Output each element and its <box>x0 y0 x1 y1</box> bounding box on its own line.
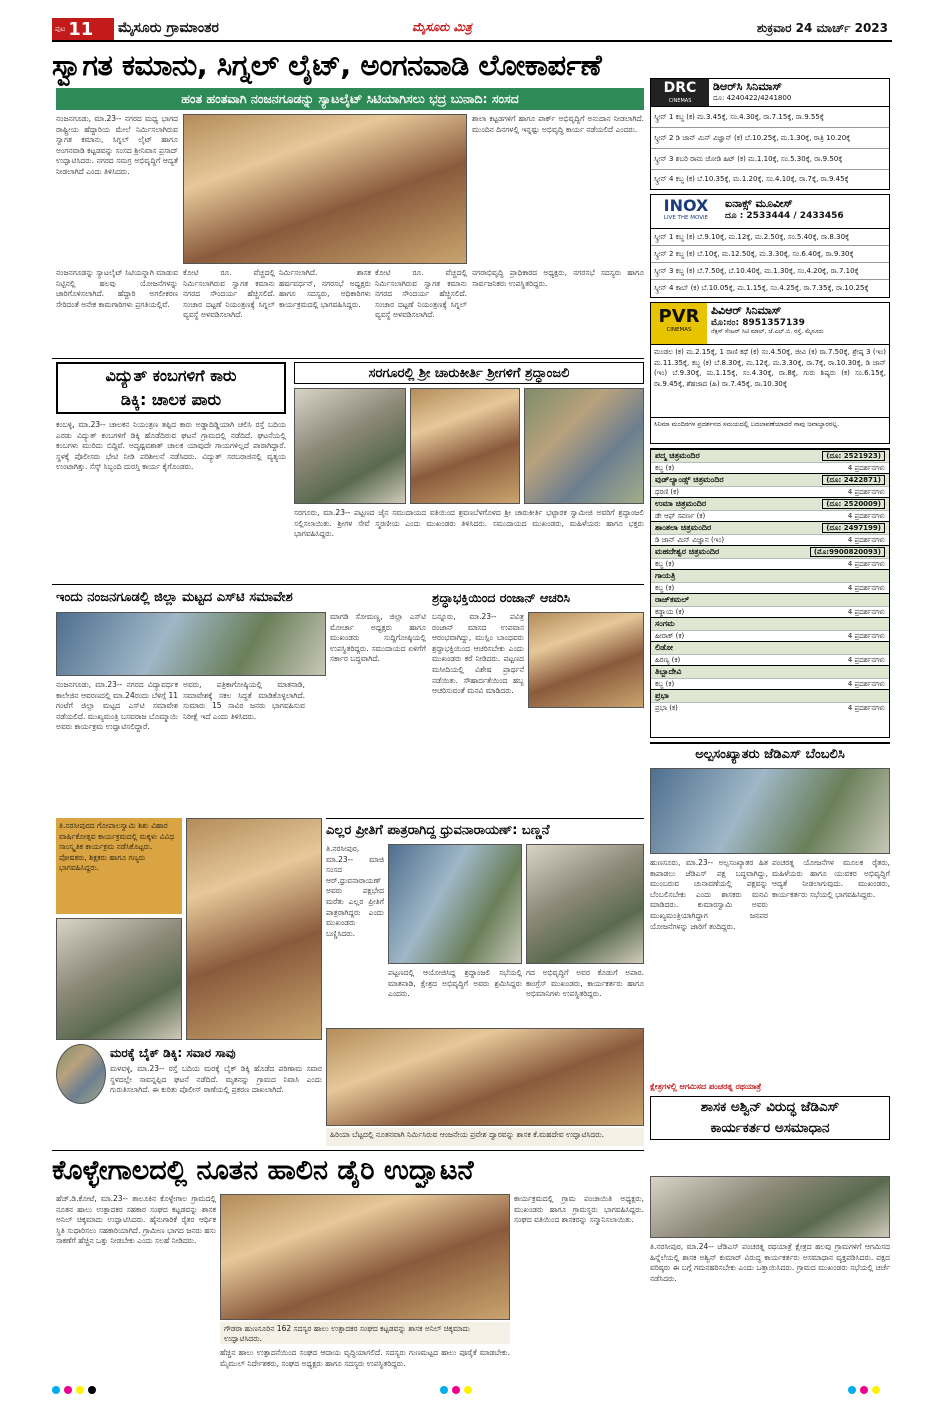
theatre-movie: ಡೇ ಆಫ್ ಸವರ್ಣ (ಕ) <box>655 512 706 520</box>
page-label: ಪುಟ <box>55 24 66 33</box>
tribute-photo-3 <box>524 388 644 504</box>
lead-col-2: ನಂಜನಗೂಡನ್ನು ಸ್ಯಾಟಲೈಟ್ ಸಿಟಿಯನ್ನಾಗಿ ಮಾಡುವ ನಿಟ್ಟಿನಲ್ಲಿ ಹಲವು ಯೋಜನೆಗಳನ್ನು ಜಾರಿಗೊಳಿಸಲಾಗಿದೆ. ಹೆದ್ದಾರಿ ಅಗಲೀಕರಣ ಸೇರಿದಂತೆ ಅನೇಕ ಕಾಮಗಾರಿಗಳು ಪ್ರಗತಿಯಲ್ಲಿವೆ. <box>56 268 178 309</box>
theatre-shows: 4 ಪ್ರದರ್ಶನಗಳು <box>847 560 885 568</box>
jds-headline: ಅಲ್ಪಸಂಖ್ಯಾತರು ಜೆಡಿಎಸ್ ಬೆಂಬಲಿಸಿ <box>650 742 890 764</box>
theatre-name-row <box>651 641 889 654</box>
theatre-show-row <box>651 486 889 497</box>
st-col-3: ಮಾಗಡಿ ಸೋಮಣ್ಣ, ಜಿಲ್ಲಾ ಎಸ್‌ಟಿ ಮೋರ್ಚಾ ಅಧ್ಯಕ್ಷರು ಹಾಗೂ ಮುಖಂಡರು ಸುದ್ದಿಗೋಷ್ಠಿಯಲ್ಲಿ ಉಪಸ್ಥಿತರಿದ್ದರು. ಸಮುದಾಯದ ಏಳಿಗೆಗೆ ಸರ್ಕಾರ ಬದ್ಧವಾಗಿದೆ. <box>330 612 426 664</box>
theatre-name-row <box>651 497 889 510</box>
divider <box>52 584 644 585</box>
dhruva-col-2: ಪಟ್ಟಣದಲ್ಲಿ ಆಯೋಜಿಸಿದ್ದ ಶ್ರದ್ಧಾಂಜಲಿ ಸಭೆಯಲ್ಲಿ ಮಾತನಾಡಿ, ಕ್ಷೇತ್ರದ ಅಭಿವೃದ್ಧಿಗೆ ಅವರು ಶ್ರಮಿಸಿದ್ದರು ಎಂದರು. <box>388 968 522 999</box>
inox-screen-2: ಸ್ಕ್ರೀನ್ 2 ಕಬ್ಜ (ಕ) ಬೆ.10ಕ್ಕೆ, ಮ.12.50ಕ್ಕೆ, ಮ.3.30ಕ್ಕೆ, ಸಂ.6.40ಕ್ಕೆ, ರಾ.9.30ಕ್ಕೆ <box>651 246 889 263</box>
theatre-shows: 4 ಪ್ರದರ್ಶನಗಳು <box>847 512 885 520</box>
gold-fest-photo-2 <box>56 918 182 1040</box>
registration-mark <box>452 1386 460 1394</box>
theatre-show-row <box>651 462 889 473</box>
theatre-shows: 4 ಪ್ರದರ್ಶನಗಳು <box>847 656 885 664</box>
tribute-photo-1 <box>294 388 406 504</box>
theatre-name: ಮಹದೇಶ್ವರ ಚಿತ್ರಮಂದಿರ <box>655 547 720 556</box>
bike-photo <box>56 1044 106 1104</box>
theatre-name: ರಾಜ್‌ಕಮಲ್ <box>655 595 690 604</box>
lead-col-4b: ಕೋಟಿ ರೂ. ವೆಚ್ಚದಲ್ಲಿ ನಿರ್ಮಿಸಲಾಗಿರುವ ಸ್ವಾಗತ ಕಮಾನು ನಗರದ ಸೌಂದರ್ಯ ಹೆಚ್ಚಿಸಲಿದೆ. ಸಂಚಾರ ದಟ್ಟಣೆ ನಿಯಂತ್ರಣಕ್ಕೆ ಸಿಗ್ನಲ್ ವ್ಯವಸ್ಥೆ ಅಳವಡಿಸಲಾಗಿದೆ. <box>375 268 467 320</box>
theatre-shows: 4 ಪ್ರದರ್ಶನಗಳು <box>847 680 885 688</box>
jds-col-1: ಹುಣಸೂರು, ಮಾ.23-- ಅಲ್ಪಸಂಖ್ಯಾತರ ಹಿತ ಕಾಪಾಡಲು ಜೆಡಿಎಸ್ ಪಕ್ಷ ಬದ್ಧವಾಗಿದ್ದು, ಮುಂಬರುವ ಚುನಾವಣೆಯಲ್ಲಿ ಪಕ್ಷವನ್ನು ಬೆಂಬಲಿಸಬೇಕು ಎಂದು ಶಾಸಕರು ಮನವಿ ಮಾಡಿದರು. ಕುಮಾರಸ್ವಾಮಿ ಅವರು ಮುಖ್ಯಮಂತ್ರಿಯಾಗಿದ್ದಾಗ ಜನಪರ ಯೋಜನೆಗಳನ್ನು ಜಾರಿಗೆ ತಂದಿದ್ದರು. <box>650 858 768 931</box>
registration-mark <box>52 1386 60 1394</box>
jds-photo <box>650 768 890 854</box>
st-col-2: ಅವರು, ಪತ್ರಿಕಾಗೋಷ್ಠಿಯಲ್ಲಿ ಮಾತನಾಡಿ, ಸಮಾವೇಶಕ್ಕೆ ಸಕಲ ಸಿದ್ಧತೆ ಮಾಡಿಕೊಳ್ಳಲಾಗಿದೆ. ಸುಮಾರು 15 ಸಾವಿರ ಜನರು ಭಾಗವಹಿಸುವ ನಿರೀಕ್ಷೆ ಇದೆ ಎಂದು ತಿಳಿಸಿದರು. <box>183 680 305 721</box>
pvr-address: ನೆಕ್ಸಸ್ ಸೆಂಟರ್ ಸಿಟಿ ಮಾಲ್, ಜೆ.ಎಲ್.ಬಿ. ರಸ್ತೆ, ಮೈಸೂರು <box>711 328 824 335</box>
lead-col-1: ನಂಜನಗೂಡು, ಮಾ.23-- ನಗರದ ಮಧ್ಯ ಭಾಗದ ರಾಷ್ಟ್ರೀಯ ಹೆದ್ದಾರಿಯ ಮೇಲೆ ನಿರ್ಮಿಸಲಾಗಿರುವ ಸ್ವಾಗತ ಕಮಾನು, ಸಿಗ್ನಲ್ ಲೈಟ್ ಹಾಗೂ ಅಂಗನವಾಡಿ ಕಟ್ಟಡವನ್ನು ಸಂಸದ ಶ್ರೀನಿವಾಸ ಪ್ರಸಾದ್ ಉದ್ಘಾಟಿಸಿದರು. ನಗರದ ಸಮಗ್ರ ಅಭಿವೃದ್ಧಿಗೆ ಆದ್ಯತೆ ನೀಡಲಾಗಿದೆ ಎಂದು ತಿಳಿಸಿದರು. <box>56 114 178 176</box>
theatre-shows: 4 ಪ್ರದರ್ಶನಗಳು <box>847 632 885 640</box>
theatre-show-row <box>651 534 889 545</box>
theatre-phone: (ದೂ: 2521923) <box>822 451 885 461</box>
divider <box>52 1150 644 1151</box>
dhruva-photo-2 <box>526 844 644 964</box>
dissent-headline-2: ಕಾರ್ಯಕರ್ತರ ಅಸಮಾಧಾನ <box>710 1120 830 1136</box>
masthead-logo: ಮೈಸೂರು ಮಿತ್ರ <box>412 20 472 34</box>
theatre-movie: ಧರಣಿ (ಕ) <box>655 488 680 496</box>
registration-mark <box>64 1386 72 1394</box>
ramzan-photo <box>528 612 644 708</box>
theatre-name: ತಿಬ್ಬಾದೇವಿ <box>655 667 682 676</box>
theatre-show-row <box>651 702 889 713</box>
theatre-phone: (ಮೊ:9900820093) <box>810 547 885 557</box>
inox-logo <box>651 195 721 228</box>
theatre-show-row <box>651 678 889 689</box>
registration-mark <box>860 1386 868 1394</box>
theatre-name: ಪ್ರಭಾ <box>655 691 669 700</box>
dairy-photo <box>220 1194 510 1320</box>
electric-headline-1: ವಿದ್ಯುತ್ ಕಂಬಗಳಿಗೆ ಕಾರು <box>105 366 237 385</box>
theatre-movie: ಕಬ್ಜ (ಕ) <box>655 560 675 568</box>
registration-mark <box>440 1386 448 1394</box>
registration-mark <box>464 1386 472 1394</box>
gold-fest-photo <box>186 818 322 1040</box>
jds-col-2: ಪಂಚರತ್ನ ಯೋಜನೆಗಳ ಮೂಲಕ ರೈತರು, ಮಹಿಳೆಯರು ಹಾಗೂ ಯುವಕರ ಅಭಿವೃದ್ಧಿಗೆ ಆದ್ಯತೆ ನೀಡಲಾಗುವುದು. ಮುಖಂಡರು, ಕಾರ್ಯಕರ್ತರು ಸಭೆಯಲ್ಲಿ ಭಾಗವಹಿಸಿದ್ದರು. <box>772 858 890 899</box>
theatre-name: ಶಾಂತಲಾ ಚಿತ್ರಮಂದಿರ <box>655 523 712 532</box>
page-header <box>52 18 892 42</box>
page-number-box <box>52 18 114 40</box>
dhruva-headline: ಎಲ್ಲರ ಪ್ರೀತಿಗೆ ಪಾತ್ರರಾಗಿದ್ದ ಧ್ರುವನಾರಾಯಣ್: ಬಣ್ಣನೆ <box>326 823 550 838</box>
divider <box>52 358 644 359</box>
theatre-name-row <box>651 689 889 702</box>
theatre-name-row <box>651 617 889 630</box>
electric-body: ಕಂಬಳ್ಳಿ, ಮಾ.23-- ಚಾಲಕನ ನಿಯಂತ್ರಣ ತಪ್ಪಿದ ಕಾರು ಅಡ್ಡಾದಿಡ್ಡಿಯಾಗಿ ಚಲಿಸಿ ರಸ್ತೆ ಬದಿಯ ಎರಡು ವಿದ್ಯುತ್ ಕಂಬಗಳಿಗೆ ಡಿಕ್ಕಿ ಹೊಡೆದಿರುವ ಘಟನೆ ಗ್ರಾಮದಲ್ಲಿ ನಡೆದಿದೆ. ಘಟನೆಯಲ್ಲಿ ಕಂಬಗಳು ಮುರಿದು ಬಿದ್ದಿವೆ. ಅದೃಷ್ಟವಶಾತ್ ಚಾಲಕ ಯಾವುದೇ ಗಾಯಗಳಿಲ್ಲದೆ ಪಾರಾಗಿದ್ದಾರೆ. ಸ್ಥಳಕ್ಕೆ ಪೊಲೀಸರು ಭೇಟಿ ನೀಡಿ ಪರಿಶೀಲನೆ ನಡೆಸಿದರು. ವಿದ್ಯುತ್ ಸರಬರಾಜಿನಲ್ಲಿ ವ್ಯತ್ಯಯ ಉಂಟಾಗಿತ್ತು. ಸೆಸ್ಕ್ ಸಿಬ್ಬಂದಿ ದುರಸ್ತಿ ಕಾರ್ಯ ಕೈಗೊಂಡರು. <box>56 420 286 472</box>
registration-mark <box>88 1386 96 1394</box>
theatre-movie: ಪ್ರಭಾ (ಕ) <box>655 704 678 712</box>
theatre-movie: ಕಬ್ಜ (ಕ) <box>655 464 675 472</box>
lead-col-5: ಶಾಲಾ ಕಟ್ಟಡಗಳಿಗೆ ಹಾಗೂ ಪಾರ್ಕ್ ಅಭಿವೃದ್ಧಿಗೆ ಅನುದಾನ ನೀಡಲಾಗಿದೆ. ಮುಂದಿನ ದಿನಗಳಲ್ಲಿ ಇನ್ನಷ್ಟು ಅಭಿವೃದ್ಧಿ ಕಾರ್ಯ ನಡೆಯಲಿದೆ ಎಂದರು. <box>472 114 644 134</box>
theatre-name-row <box>651 473 889 486</box>
tribute-photo-2 <box>410 388 520 504</box>
lead-headline: ಸ್ವಾಗತ ಕಮಾನು, ಸಿಗ್ನಲ್ ಲೈಟ್, ಅಂಗನವಾಡಿ ಲೋಕಾರ್ಪಣೆ <box>52 48 602 82</box>
dhruva-photo-1 <box>388 844 522 964</box>
theatre-show-row <box>651 510 889 521</box>
theatre-movie: ಕಬ್ಜ (ಕ) <box>655 680 675 688</box>
theatre-shows: 4 ಪ್ರದರ್ಶನಗಳು <box>847 608 885 616</box>
st-headline: ಇಂದು ನಂಜನಗೂಡಲ್ಲಿ ಜಿಲ್ಲಾ ಮಟ್ಟದ ಎಸ್‌ಟಿ ಸಮಾವೇಶ <box>56 590 293 605</box>
dissent-photo <box>650 1176 890 1238</box>
theatre-name-row <box>651 665 889 678</box>
theatre-name: ವುಡ್‌ಲ್ಯಾಂಡ್ಸ್ ಚಿತ್ರಮಂದಿರ <box>655 475 724 484</box>
theatre-show-row <box>651 606 889 617</box>
inox-logo-sub: LIVE THE MOVIE <box>663 215 709 221</box>
shop-photo <box>326 1028 644 1126</box>
inox-screen-4: ಸ್ಕ್ರೀನ್ 4 ಕಾಬ್ (ಕ) ಬೆ.10.05ಕ್ಕೆ, ಮ.1.15ಕ್ಕೆ, ಸಂ.4.25ಕ್ಕೆ, ರಾ.7.35ಕ್ಕೆ, ರಾ.10.25ಕ್ಕೆ <box>654 284 869 292</box>
drc-logo <box>651 79 709 106</box>
theatre-name: ಉಮಾ ಚಿತ್ರಮಂದಿರ <box>655 499 707 508</box>
pvr-phone: ಮೊ:ನಂ: 8951357139 <box>711 318 805 328</box>
dairy-col-3: ಕಾರ್ಯಕ್ರಮದಲ್ಲಿ ಗ್ರಾಮ ಪಂಚಾಯಿತಿ ಅಧ್ಯಕ್ಷರು, ಮುಖಂಡರು ಹಾಗೂ ಗ್ರಾಮಸ್ಥರು ಭಾಗವಹಿಸಿದ್ದರು. ಸಂಘದ ವತಿಯಿಂದ ಶಾಸಕರನ್ನು ಸನ್ಮಾನಿಸಲಾಯಿತು. <box>514 1194 644 1225</box>
lead-photo <box>183 114 467 264</box>
inox-phone: ದೂ : 2533444 / 2433456 <box>725 211 844 221</box>
issue-date: ಶುಕ್ರವಾರ 24 ಮಾರ್ಚ್ 2023 <box>756 21 888 35</box>
ramzan-body: ಬನ್ನೂರು, ಮಾ.23-- ಪವಿತ್ರ ರಂಜಾನ್ ಮಾಸದ ಉಪವಾಸ ಆರಂಭವಾಗಿದ್ದು, ಮುಸ್ಲಿಂ ಬಾಂಧವರು ಶ್ರದ್ಧಾಭಕ್ತಿಯಿಂದ ಆಚರಿಸಬೇಕು ಎಂದು ಮುಖಂಡರು ಕರೆ ನೀಡಿದರು. ಪಟ್ಟಣದ ಮಸೀದಿಯಲ್ಲಿ ವಿಶೇಷ ಪ್ರಾರ್ಥನೆ ನಡೆಯಿತು. ಸೌಹಾರ್ದತೆಯಿಂದ ಹಬ್ಬ ಆಚರಿಸುವಂತೆ ಮನವಿ ಮಾಡಿದರು. <box>432 612 524 696</box>
registration-mark <box>76 1386 84 1394</box>
pvr-logo <box>651 303 707 344</box>
pvr-block <box>650 302 890 444</box>
pvr-logo-text: PVR <box>658 306 700 327</box>
drc-screen-4: ಸ್ಕ್ರೀನ್ 4 ಕಬ್ಜ (ಕ) ಬೆ.10.35ಕ್ಕೆ, ಮ.1.20ಕ್ಕೆ, ಸಂ.4.10ಕ್ಕೆ, ರಾ.7ಕ್ಕೆ, ರಾ.9.45ಕ್ಕೆ <box>654 175 849 183</box>
theatre-movie: ಕಬ್ಜ (ಕ) <box>655 584 675 592</box>
drc-screen-1: ಸ್ಕ್ರೀನ್ 1 ಕಬ್ಜ (ಕ) ಮ.3.45ಕ್ಕೆ, ಸಂ.4.30ಕ್ಕೆ, ರಾ.7.15ಕ್ಕೆ, ರಾ.9.55ಕ್ಕೆ <box>651 107 889 128</box>
drc-name: ಡಿಆರ್‌ಸಿ ಸಿನಿಮಾಸ್ <box>713 80 782 93</box>
theatre-show-row <box>651 630 889 641</box>
theatre-name: ಗಾಯತ್ರಿ <box>655 571 676 580</box>
inox-logo-text: INOX <box>663 196 709 215</box>
lead-subhead: ಹಂತ ಹಂತವಾಗಿ ನಂಜನಗೂಡನ್ನು ಸ್ಯಾಟಲೈಟ್ ಸಿಟಿಯಾಗಿಸಲು ಭದ್ರ ಬುನಾದಿ: ಸಂಸದ <box>56 88 644 110</box>
dairy-col-1: ಹೆಚ್.ಡಿ.ಕೋಟೆ, ಮಾ.23-- ತಾಲೂಕಿನ ಕೊಳ್ಳೇಗಾಲ ಗ್ರಾಮದಲ್ಲಿ ನೂತನ ಹಾಲು ಉತ್ಪಾದಕರ ಸಹಕಾರ ಸಂಘದ ಕಟ್ಟಡವನ್ನು ಶಾಸಕ ಅನಿಲ್ ಚಿಕ್ಕಮಾದು ಉದ್ಘಾಟಿಸಿದರು. ಹೈನುಗಾರಿಕೆ ರೈತರ ಆರ್ಥಿಕ ಸ್ಥಿತಿ ಸುಧಾರಿಸಲು ಸಹಕಾರಿಯಾಗಿದೆ. ಗ್ರಾಮೀಣ ಭಾಗದ ಜನರು ಹಸು ಸಾಕಣೆಗೆ ಹೆಚ್ಚಿನ ಒತ್ತು ನೀಡಬೇಕು ಎಂದು ಸಲಹೆ ನೀಡಿದರು. <box>56 1194 216 1246</box>
dissent-headline-1: ಶಾಸಕ ಅಶ್ವಿನ್ ವಿರುದ್ಧ ಜೆಡಿಎಸ್ <box>700 1099 840 1115</box>
electric-headline-box <box>56 362 286 414</box>
theatre-movie: ಡಿ ಜಾನ್ ಮಿನ್ ವಿಜ್ಞಾನ (ಇಂ) <box>655 536 725 544</box>
theatre-name: ಸಂಗಮ <box>655 619 675 628</box>
theatre-name-row <box>651 593 889 606</box>
registration-mark <box>848 1386 856 1394</box>
page-number: 11 <box>68 18 94 40</box>
st-photo <box>56 612 326 676</box>
theatre-phone: (ದೂ: 2422871) <box>822 475 885 485</box>
inox-screen-3: ಸ್ಕ್ರೀನ್ 3 ಕಬ್ಜ (ಕ) ಬೆ.7.50ಕ್ಕೆ, ಬೆ.10.40ಕ್ಕೆ, ಮ.1.30ಕ್ಕೆ, ಸಂ.4.20ಕ್ಕೆ, ರಾ.7.10ಕ್ಕೆ <box>651 263 889 280</box>
theatre-name: ಪದ್ಮ ಚಿತ್ರಮಂದಿರ <box>655 451 700 460</box>
theatre-movie: ಹಿರಣ್ಯ (ಕ) <box>655 656 681 664</box>
theatre-name-row <box>651 521 889 534</box>
drc-logo-text: DRC <box>663 80 697 96</box>
theatre-name-row <box>651 449 889 462</box>
theatre-phone: (ದೂ: 2520009) <box>822 499 885 509</box>
theatre-shows: 4 ಪ್ರದರ್ಶನಗಳು <box>847 704 885 712</box>
inox-block <box>650 194 890 298</box>
tribute-headline: ಸರಗೂರಲ್ಲಿ ಶ್ರೀ ಚಾರುಕೀರ್ತಿ ಶ್ರೀಗಳಿಗೆ ಶ್ರದ್ಧಾಂಜಲಿ <box>294 362 644 384</box>
dissent-tag: ಕ್ಷೇತ್ರಗಳಲ್ಲಿ ಆಗಮಿಸದ ಪಂಚರತ್ನ ರಥಯಾತ್ರೆ <box>650 1082 762 1091</box>
pvr-shows: ಮಂಡಲ (ಕ) ಮ.2.15ಕ್ಕೆ, 1 ರಾಣಿ ಕಥೆ (ಕ) ಸಂ.4.50ಕ್ಕೆ, ಜೀವಿ (ಕ) ರಾ.7.50ಕ್ಕೆ, ಶ್ರೇಷ್ಠ 3 (ಇಂ) ಮ.11.35ಕ್ಕೆ, ಕಬ್ಜ (ಕ) ಬೆ.8.30ಕ್ಕೆ, ಮ.12ಕ್ಕೆ, ಮ.3.30ಕ್ಕೆ, ರಾ.7ಕ್ಕೆ, ರಾ.10.30ಕ್ಕೆ, ಡಿ ಜಾನ್ (ಇಂ) ಬೆ.9.30ಕ್ಕೆ, ಮ.1.15ಕ್ಕೆ, ಸಂ.4.30ಕ್ಕೆ, ರಾ.8ಕ್ಕೆ, ಗುರು ಶಿಷ್ಯರು (ಕ) ಸಂ.6.15ಕ್ಕೆ, ರಾ.9.45ಕ್ಕೆ, ಶೆಹಜಾದ (ಹಿ) ರಾ.7.45ಕ್ಕೆ, ರಾ.10.30ಕ್ಕೆ <box>654 348 886 388</box>
theatre-movie: ಹೀರಾಕ್ (ಕ) <box>655 632 685 640</box>
theatre-name-row <box>651 569 889 582</box>
theatre-listings <box>650 448 890 738</box>
theatre-show-row <box>651 654 889 665</box>
st-col-1: ನಂಜನಗೂಡು, ಮಾ.23-- ನಗರದ ವಿದ್ಯಾವರ್ಧಕ ಕಾಲೇಜಿನ ಆವರಣದಲ್ಲಿ ಮಾ.24ರಂದು ಬೆಳಿಗ್ಗೆ 11 ಗಂಟೆಗೆ ಜಿಲ್ಲಾ ಮಟ್ಟದ ಎಸ್‌ಟಿ ಸಮಾವೇಶ ನಡೆಯಲಿದೆ. ಮುಖ್ಯಮಂತ್ರಿ ಬಸವರಾಜ ಬೊಮ್ಮಾಯಿ ಅವರು ಕಾರ್ಯಕ್ರಮ ಉದ್ಘಾಟಿಸಲಿದ್ದಾರೆ. <box>56 680 178 732</box>
electric-headline-2: ಡಿಕ್ಕಿ: ಚಾಲಕ ಪಾರು <box>120 390 222 409</box>
ramzan-headline: ಶ್ರದ್ಧಾಭಕ್ತಿಯಿಂದ ರಂಜಾನ್ ಆಚರಿಸಿ <box>432 590 571 605</box>
dairy-caption: ಗೌಡರಾ ಹುಣಸೂರಿನ 162 ಸದಸ್ಯರ ಹಾಲು ಉತ್ಪಾದಕರ ಸಂಘದ ಕಟ್ಟಡವನ್ನು ಶಾಸಕ ಅನಿಲ್ ಚಿಕ್ಕಮಾದು ಉದ್ಘಾಟಿಸಿದರು. <box>220 1322 510 1344</box>
theatre-shows: 4 ಪ್ರದರ್ಶನಗಳು <box>847 464 885 472</box>
pvr-logo-sub: CINEMAS <box>666 327 692 333</box>
dhruva-col-1: ತಿ.ನರಸೀಪುರ, ಮಾ.23-- ಮಾಜಿ ಸಂಸದ ಆರ್.ಧ್ರುವನಾರಾಯಣ್ ಅವರು ಪಕ್ಷಭೇದ ಮರೆತು ಎಲ್ಲರ ಪ್ರೀತಿಗೆ ಪಾತ್ರರಾಗಿದ್ದರು ಎಂದು ಮುಖಂಡರು ಬಣ್ಣಿಸಿದರು. <box>326 844 384 938</box>
dairy-col-2: ಹೆಚ್ಚಿನ ಹಾಲು ಉತ್ಪಾದನೆಯಿಂದ ಸಂಘದ ಆದಾಯ ವೃದ್ಧಿಯಾಗಲಿದೆ. ಸದಸ್ಯರು ಗುಣಮಟ್ಟದ ಹಾಲು ಪೂರೈಕೆ ಮಾಡಬೇಕು. ಮೈಮುಲ್ ನಿರ್ದೇಶಕರು, ಸಂಘದ ಅಧ್ಯಕ್ಷರು ಹಾಗೂ ಸದಸ್ಯರು ಉಪಸ್ಥಿತರಿದ್ದರು. <box>220 1348 510 1368</box>
registration-mark <box>872 1386 880 1394</box>
theatre-shows: 4 ಪ್ರದರ್ಶನಗಳು <box>847 488 885 496</box>
drc-phone: ದೂ: 4240422/4241800 <box>713 94 792 102</box>
tribute-body: ಸರಗೂರು, ಮಾ.23-- ಪಟ್ಟಣದ ಜೈನ ಸಮುದಾಯದ ವತಿಯಿಂದ ಶ್ರವಣಬೆಳಗೊಳದ ಶ್ರೀ ಚಾರುಕೀರ್ತಿ ಭಟ್ಟಾರಕ ಸ್ವಾಮೀಜಿ ಅವರಿಗೆ ಶ್ರದ್ಧಾಂಜಲಿ ಸಲ್ಲಿಸಲಾಯಿತು. ಶ್ರೀಗಳ ಸೇವೆ ಸ್ಮರಣೀಯ ಎಂದು ಮುಖಂಡರು ತಿಳಿಸಿದರು. ಸಮುದಾಯದ ಮುಖಂಡರು, ಮಹಿಳೆಯರು ಹಾಗೂ ಭಕ್ತರು ಭಾಗವಹಿಸಿದ್ದರು. <box>294 508 644 539</box>
theatre-shows: 4 ಪ್ರದರ್ಶನಗಳು <box>847 536 885 544</box>
lead-col-3: ಕೋಟಿ ರೂ. ವೆಚ್ಚದಲ್ಲಿ ನಿರ್ಮಿಸಲಾಗಿರುವ ಸ್ವಾಗತ ಕಮಾನು ನಗರದ ಸೌಂದರ್ಯ ಹೆಚ್ಚಿಸಲಿದೆ. ಸಂಚಾರ ದಟ್ಟಣೆ ನಿಯಂತ್ರಣಕ್ಕೆ ಸಿಗ್ನಲ್ ವ್ಯವಸ್ಥೆ ಅಳವಡಿಸಲಾಗಿದೆ. <box>183 268 275 320</box>
drc-screen-2: ಸ್ಕ್ರೀನ್ 2 ಡಿ ಜಾನ್ ಮಿನ್ ವಿಜ್ಞಾನ್ (ಕ) ಬೆ.10.25ಕ್ಕೆ, ಮ.1.30ಕ್ಕೆ, ರಾತ್ರಿ 10.20ಕ್ಕೆ <box>651 128 889 149</box>
pvr-name: ಪಿವಿಆರ್ ಸಿನಿಮಾಸ್ <box>711 304 782 317</box>
theatre-shows: 4 ಪ್ರದರ್ಶನಗಳು <box>847 584 885 592</box>
drc-logo-sub: CINEMAS <box>668 98 692 104</box>
bike-body: ಮಳವಳ್ಳಿ, ಮಾ.23-- ರಸ್ತೆ ಬದಿಯ ಮರಕ್ಕೆ ಬೈಕ್ ಡಿಕ್ಕಿ ಹೊಡೆದ ಪರಿಣಾಮ ಸವಾರ ಸ್ಥಳದಲ್ಲೇ ಸಾವನ್ನಪ್ಪಿದ ಘಟನೆ ನಡೆದಿದೆ. ಮೃತನನ್ನು ಗ್ರಾಮದ ನಿವಾಸಿ ಎಂದು ಗುರುತಿಸಲಾಗಿದೆ. ಈ ಕುರಿತು ಪೊಲೀಸ್ ಠಾಣೆಯಲ್ಲಿ ಪ್ರಕರಣ ದಾಖಲಾಗಿದೆ. <box>110 1064 322 1095</box>
lead-col-6: ನಗರಾಭಿವೃದ್ಧಿ ಪ್ರಾಧಿಕಾರದ ಅಧ್ಯಕ್ಷರು, ನಗರಸಭೆ ಸದಸ್ಯರು ಹಾಗೂ ಸಾರ್ವಜನಿಕರು ಉಪಸ್ಥಿತರಿದ್ದರು. <box>472 268 644 288</box>
section-name: ಮೈಸೂರು ಗ್ರಾಮಾಂತರ <box>118 20 219 36</box>
theatre-movie: ಕಡ್ಡಾಯ (ಕ) <box>655 608 685 616</box>
gold-fest-text: ತಿ.ನರಸೀಪುರದ ಗೋಪಾಲಸ್ವಾಮಿ ಶಿಶು ವಿಹಾರ ವಾರ್ಷಿಕೋತ್ಸವ ಕಾರ್ಯಕ್ರಮದಲ್ಲಿ ಮಕ್ಕಳು ವಿವಿಧ ಸಾಂಸ್ಕೃತಿಕ ಕಾರ್ಯಕ್ರಮ ನಡೆಸಿಕೊಟ್ಟರು. ಪೋಷಕರು, ಶಿಕ್ಷಕರು ಹಾಗೂ ಗಣ್ಯರು ಭಾಗವಹಿಸಿದ್ದರು. <box>56 818 182 914</box>
theatre-show-row <box>651 582 889 593</box>
bike-headline: ಮರಕ್ಕೆ ಬೈಕ್ ಡಿಕ್ಕಿ: ಸವಾರ ಸಾವು <box>110 1046 236 1060</box>
divider <box>326 818 644 819</box>
theatre-phone: (ದೂ: 2497199) <box>822 523 885 533</box>
drc-screen-3: ಸ್ಕ್ರೀನ್ 3 ಶಬರಿ ರಾಮ ಜೋಡಿ ಹಿಟ್ (ಕ) ಮ.1.10ಕ್ಕೆ, ಸಂ.5.30ಕ್ಕೆ, ರಾ.9.50ಕ್ಕೆ <box>651 149 889 170</box>
theatre-name-row <box>651 545 889 558</box>
lead-col-4: ನಿರ್ಮಿಸಲಾಗಿದೆ. ಶಾಸಕ ಹರ್ಷವರ್ಧನ್, ನಗರಸಭೆ ಅಧ್ಯಕ್ಷರು ಹಾಗೂ ಸದಸ್ಯರು, ಅಧಿಕಾರಿಗಳು ಕಾರ್ಯಕ್ರಮದಲ್ಲಿ ಭಾಗವಹಿಸಿದ್ದರು. <box>279 268 371 309</box>
theatre-name: ಲಿಡೋ <box>655 643 673 652</box>
shop-caption: ಹಿರಿಯಾ ಬೆಟ್ಟದಲ್ಲಿ ನೂತನವಾಗಿ ನಿರ್ಮಿಸಿರುವ ಆಂಜನೇಯ ಪ್ರವೇಶ ದ್ವಾರವನ್ನು ಶಾಸಕ ಕೆ.ಮಹದೇವ ಉದ್ಘಾಟಿಸಿದರು. <box>326 1128 644 1146</box>
theatre-show-row <box>651 558 889 569</box>
pvr-notice: ಸಿನಿಮಾ ಮಂದಿರಗಳ ಪ್ರದರ್ಶನದ ಸಮಯದಲ್ಲಿ ಬದಲಾವಣೆಯಾದರೆ ನಾವು ಜವಾಬ್ದಾರರಲ್ಲ. <box>651 417 889 441</box>
inox-screen-1: ಸ್ಕ್ರೀನ್ 1 ಕಬ್ಜ (ಕ) ಬೆ.9.10ಕ್ಕೆ, ಮ.12ಕ್ಕೆ, ಮ.2.50ಕ್ಕೆ, ಸಂ.5.40ಕ್ಕೆ, ರಾ.8.30ಕ್ಕೆ <box>651 229 889 246</box>
dissent-body: ತಿ.ನರಸೀಪುರ, ಮಾ.24-- ಜೆಡಿಎಸ್ ಪಂಚರತ್ನ ರಥಯಾತ್ರೆ ಕ್ಷೇತ್ರದ ಹಲವು ಗ್ರಾಮಗಳಿಗೆ ಆಗಮಿಸದ ಹಿನ್ನೆಲೆಯಲ್ಲಿ ಶಾಸಕ ಅಶ್ವಿನ್ ಕುಮಾರ್ ವಿರುದ್ಧ ಕಾರ್ಯಕರ್ತರು ಅಸಮಾಧಾನ ವ್ಯಕ್ತಪಡಿಸಿದರು. ಪಕ್ಷದ ವರಿಷ್ಠರು ಈ ಬಗ್ಗೆ ಗಮನಹರಿಸಬೇಕು ಎಂದು ಒತ್ತಾಯಿಸಿದರು. ಗ್ರಾಮದ ಮುಖಂಡರು ಸಭೆಯಲ್ಲಿ ಚರ್ಚೆ ನಡೆಸಿದರು. <box>650 1242 890 1283</box>
dairy-headline: ಕೊಳ್ಳೇಗಾಲದಲ್ಲಿ ನೂತನ ಹಾಲಿನ ಡೈರಿ ಉದ್ಘಾಟನೆ <box>52 1155 474 1186</box>
dissent-headline-box <box>650 1096 890 1140</box>
inox-name: ಐನಾಕ್ಸ್ ಮೂವೀಸ್ <box>725 197 793 210</box>
drc-block <box>650 78 890 190</box>
dhruva-col-3: ಗದ ಅಭಿವೃದ್ಧಿಗೆ ಅವರ ಕೊಡುಗೆ ಅಪಾರ. ಕಾಂಗ್ರೆಸ್ ಮುಖಂಡರು, ಕಾರ್ಯಕರ್ತರು ಹಾಗೂ ಅಭಿಮಾನಿಗಳು ಉಪಸ್ಥಿತರಿದ್ದರು. <box>526 968 644 999</box>
